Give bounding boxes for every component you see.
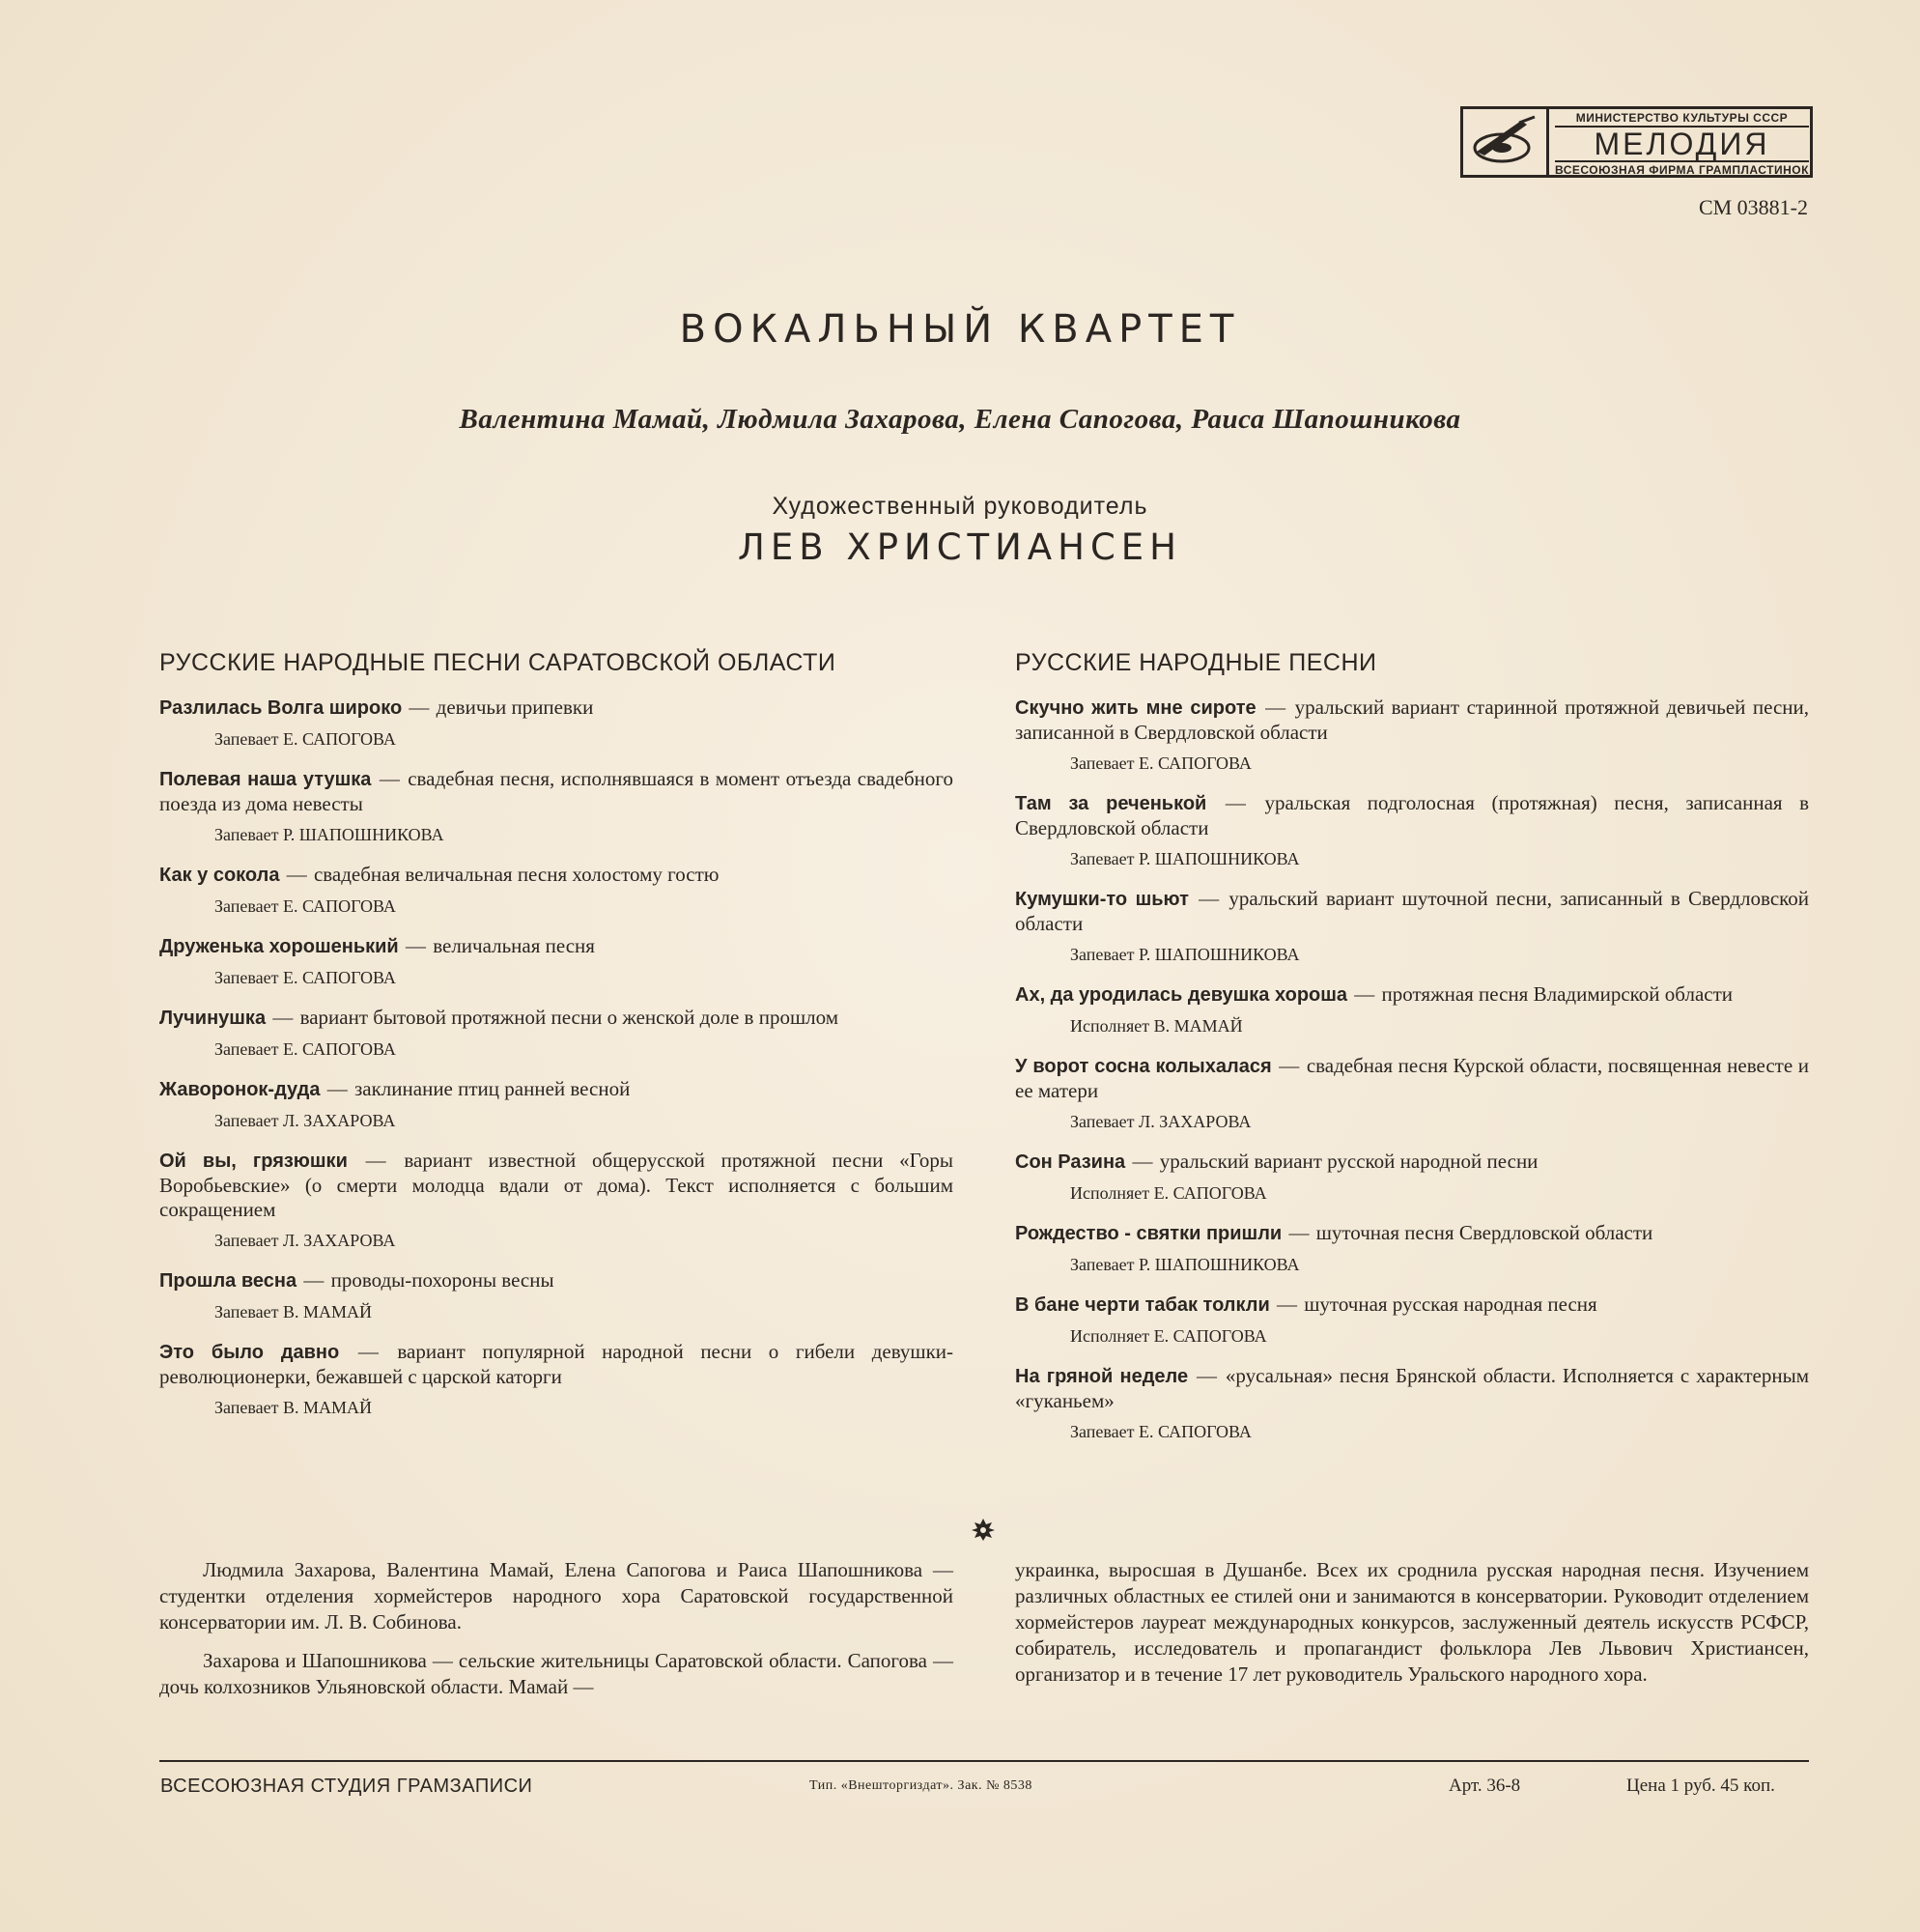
dash-separator: — xyxy=(365,1149,386,1172)
bio-paragraph: Захарова и Шапошникова — сельские жительницы Саратовской области. Сапогова — дочь колхозников Ульяновской области. Мамай — xyxy=(159,1649,953,1698)
lead-singer: Запевает Е. САПОГОВА xyxy=(1070,753,1252,773)
song-description: девичьи припевки xyxy=(436,696,594,719)
lead-singer: Запевает Е. САПОГОВА xyxy=(214,968,396,987)
lead-singer: Запевает Р. ШАПОШНИКОВА xyxy=(1070,1255,1300,1274)
bio-paragraph: украинка, выросшая в Душанбе. Всех их сроднила русская народная песня. Изучением различных областных ее стилей они и занимаются в консерватории. Руководит отделением хормейстеров лауреат международных конкурсов, заслуженный деятель искусств РСФСР, собиратель, исследователь и пропагандист фольклора Лев Львович Христиансен, организатор и в течение 17 лет руководитель Уральского народного хора. xyxy=(1015,1558,1809,1686)
song-line xyxy=(159,696,953,721)
song-entry xyxy=(159,767,953,845)
catalog-number: СМ 03881-2 xyxy=(1698,195,1808,219)
song-line xyxy=(159,1077,953,1102)
song-title: У ворот сосна колыхалася xyxy=(1015,1056,1272,1077)
song-entry xyxy=(1015,1364,1809,1442)
lead-singer: Запевает Л. ЗАХАРОВА xyxy=(1070,1112,1252,1131)
song-line xyxy=(1015,1364,1809,1413)
song-entry xyxy=(159,1340,953,1418)
dash-separator: — xyxy=(303,1268,325,1292)
song-title: Лучинушка xyxy=(159,1008,267,1029)
lead-singer: Запевает Е. САПОГОВА xyxy=(1070,1422,1252,1441)
song-entry xyxy=(1015,887,1809,965)
song-list xyxy=(1015,696,1809,1442)
song-line xyxy=(159,1006,953,1031)
song-entry xyxy=(159,1149,953,1251)
song-title: Скучно жить мне сироте xyxy=(1015,697,1256,719)
price: Цена 1 руб. 45 коп. xyxy=(1626,1776,1775,1796)
dash-separator: — xyxy=(1288,1221,1310,1244)
song-description: уральский вариант старинной протяжной девичьей песни, записанной в Свердловской области xyxy=(1015,696,1810,744)
song-line xyxy=(159,767,953,816)
dash-separator: — xyxy=(1132,1150,1153,1173)
lead-singer: Запевает Р. ШАПОШНИКОВА xyxy=(1070,945,1300,964)
performers-list: Валентина Мамай, Людмила Захарова, Елена Сапогова, Раиса Шапошникова xyxy=(459,404,1461,435)
song-entry xyxy=(1015,982,1809,1037)
lead-singer: Запевает Е. САПОГОВА xyxy=(214,1039,396,1059)
lead-singer: Запевает Л. ЗАХАРОВА xyxy=(214,1111,396,1130)
lead-singer: Запевает Л. ЗАХАРОВА xyxy=(214,1231,396,1250)
lead-singer: Исполняет В. МАМАЙ xyxy=(1070,1016,1243,1036)
logo-brand-name: МЕЛОДИЯ xyxy=(1594,127,1770,161)
song-entry xyxy=(159,1006,953,1060)
song-title: Ах, да уродилась девушка хороша xyxy=(1015,984,1348,1006)
song-description: протяжная песня Владимирской области xyxy=(1381,982,1733,1006)
lead-singer: Запевает Е. САПОГОВА xyxy=(214,729,396,749)
song-entry xyxy=(1015,1054,1809,1132)
song-line xyxy=(1015,696,1809,745)
dash-separator: — xyxy=(1265,696,1286,719)
song-title: Разлилась Волга широко xyxy=(159,697,403,719)
ornament-icon xyxy=(969,1517,998,1542)
song-title: Как у сокола xyxy=(159,865,280,886)
song-title: Это было давно xyxy=(159,1342,340,1363)
dash-separator: — xyxy=(405,934,426,957)
dash-separator: — xyxy=(1196,1364,1217,1387)
song-entry xyxy=(1015,1293,1809,1347)
song-description: заклинание птиц ранней весной xyxy=(353,1077,631,1100)
lead-singer: Запевает В. МАМАЙ xyxy=(214,1398,373,1417)
dash-separator: — xyxy=(272,1006,294,1029)
song-entry xyxy=(159,696,953,750)
footer-divider xyxy=(159,1760,1809,1762)
song-line xyxy=(1015,1293,1809,1318)
song-description: «русальная» песня Брянской области. Исполняется с характерным «гуканьем» xyxy=(1015,1364,1809,1412)
song-description: вариант популярной народной песни о гибели девушки-революционерки, бежавшей с царской каторги xyxy=(159,1340,954,1388)
song-title: Жаворонок-дуда xyxy=(159,1079,321,1100)
dash-separator: — xyxy=(1279,1054,1300,1077)
song-description: свадебная величальная песня холостому гостю xyxy=(313,863,720,886)
song-description: уральский вариант шуточной песни, записанный в Свердловской области xyxy=(1015,887,1810,935)
song-title: Рождество - святки пришли xyxy=(1015,1223,1283,1244)
song-line xyxy=(1015,982,1809,1008)
dash-separator: — xyxy=(379,767,400,790)
song-description: вариант бытовой протяжной песни о женской доле в прошлом xyxy=(299,1006,838,1029)
song-line xyxy=(1015,1054,1809,1103)
song-title: На гряной неделе xyxy=(1015,1366,1189,1387)
biography-right xyxy=(1015,1557,1809,1700)
song-line xyxy=(1015,1221,1809,1246)
gramophone-record-icon xyxy=(1463,109,1549,175)
song-description: проводы-похороны весны xyxy=(330,1268,554,1292)
album-title: ВОКАЛЬНЫЙ КВАРТЕТ xyxy=(679,307,1241,352)
lead-singer: Запевает В. МАМАЙ xyxy=(214,1302,373,1321)
dash-separator: — xyxy=(409,696,430,719)
song-entry xyxy=(1015,791,1809,869)
song-line xyxy=(159,934,953,959)
logo-ministry-line: МИНИСТЕРСТВО КУЛЬТУРЫ СССР xyxy=(1555,111,1809,128)
dash-separator: — xyxy=(286,863,307,886)
song-line xyxy=(159,1340,953,1389)
song-title: Ой вы, грязюшки xyxy=(159,1151,348,1172)
song-description: уральская подголосная (протяжная) песня, записанная в Свердловской области xyxy=(1015,791,1810,839)
logo-company-line: ВСЕСОЮЗНАЯ ФИРМА ГРАМПЛАСТИНОК xyxy=(1555,160,1809,177)
song-title: Прошла весна xyxy=(159,1270,297,1292)
bio-paragraph: Людмила Захарова, Валентина Мамай, Елена Сапогова и Раиса Шапошникова — студентки отделения хормейстеров народного хора Саратовской государственной консерватории им. Л. В. Собинова. xyxy=(159,1558,953,1634)
song-entry xyxy=(1015,696,1809,774)
song-description: уральский вариант русской народной песни xyxy=(1159,1150,1539,1173)
lead-singer: Запевает Р. ШАПОШНИКОВА xyxy=(214,825,444,844)
song-description: свадебная песня Курской области, посвященная невесте и ее матери xyxy=(1015,1054,1810,1102)
studio-name: ВСЕСОЮЗНАЯ СТУДИЯ ГРАМЗАПИСИ xyxy=(160,1776,533,1797)
song-line xyxy=(159,863,953,888)
song-description: величальная песня xyxy=(433,934,595,957)
song-line xyxy=(159,1268,953,1293)
song-title: Там за реченькой xyxy=(1015,793,1207,814)
song-entry xyxy=(159,1077,953,1131)
song-entry xyxy=(1015,1150,1809,1204)
song-entry xyxy=(1015,1221,1809,1275)
song-description: вариант известной общерусской протяжной песни «Горы Воробьевские» (о смерти молодца вдали от дома). Текст исполняется с большим сокращением xyxy=(159,1149,953,1221)
lead-singer: Исполняет Е. САПОГОВА xyxy=(1070,1183,1267,1203)
song-list xyxy=(159,696,953,1418)
song-line xyxy=(159,1149,953,1222)
dash-separator: — xyxy=(1354,982,1375,1006)
dash-separator: — xyxy=(326,1077,348,1100)
song-title: Друженька хорошенький xyxy=(159,936,399,957)
song-line xyxy=(1015,791,1809,840)
lead-singer: Исполняет Е. САПОГОВА xyxy=(1070,1326,1267,1346)
section-title: РУССКИЕ НАРОДНЫЕ ПЕСНИ САРАТОВСКОЙ ОБЛАСТИ xyxy=(159,649,836,676)
lead-singer: Запевает Р. ШАПОШНИКОВА xyxy=(1070,849,1300,868)
song-description: шуточная русская народная песня xyxy=(1304,1293,1597,1316)
song-title: Кумушки-то шьют xyxy=(1015,889,1189,910)
song-entry xyxy=(159,863,953,917)
song-title: В бане черти табак толкли xyxy=(1015,1294,1270,1316)
dash-separator: — xyxy=(357,1340,379,1363)
article-number: Арт. 36-8 xyxy=(1449,1776,1521,1796)
dash-separator: — xyxy=(1277,1293,1297,1316)
song-line xyxy=(1015,1150,1809,1175)
print-info: Тип. «Внешторгиздат». Зак. № 8538 xyxy=(809,1778,1032,1793)
melodiya-logo xyxy=(1460,106,1813,178)
song-description: свадебная песня, исполнявшаяся в момент отъезда свадебного поезда из дома невесты xyxy=(159,767,953,815)
dash-separator: — xyxy=(1199,887,1220,910)
song-title: Сон Разина xyxy=(1015,1151,1126,1173)
director-name: ЛЕВ ХРИСТИАНСЕН xyxy=(738,526,1182,568)
logo-text xyxy=(1549,109,1815,175)
side-two-tracklist xyxy=(1015,649,1809,1460)
song-entry xyxy=(159,934,953,988)
director-label: Художественный руководитель xyxy=(772,493,1148,520)
lead-singer: Запевает Е. САПОГОВА xyxy=(214,896,396,916)
song-description: шуточная песня Свердловской области xyxy=(1315,1221,1653,1244)
dash-separator: — xyxy=(1225,791,1246,814)
side-one-tracklist xyxy=(159,649,953,1435)
biography-left xyxy=(159,1557,953,1713)
song-entry xyxy=(159,1268,953,1322)
song-line xyxy=(1015,887,1809,936)
song-title: Полевая наша утушка xyxy=(159,769,372,790)
section-title: РУССКИЕ НАРОДНЫЕ ПЕСНИ xyxy=(1015,649,1377,676)
